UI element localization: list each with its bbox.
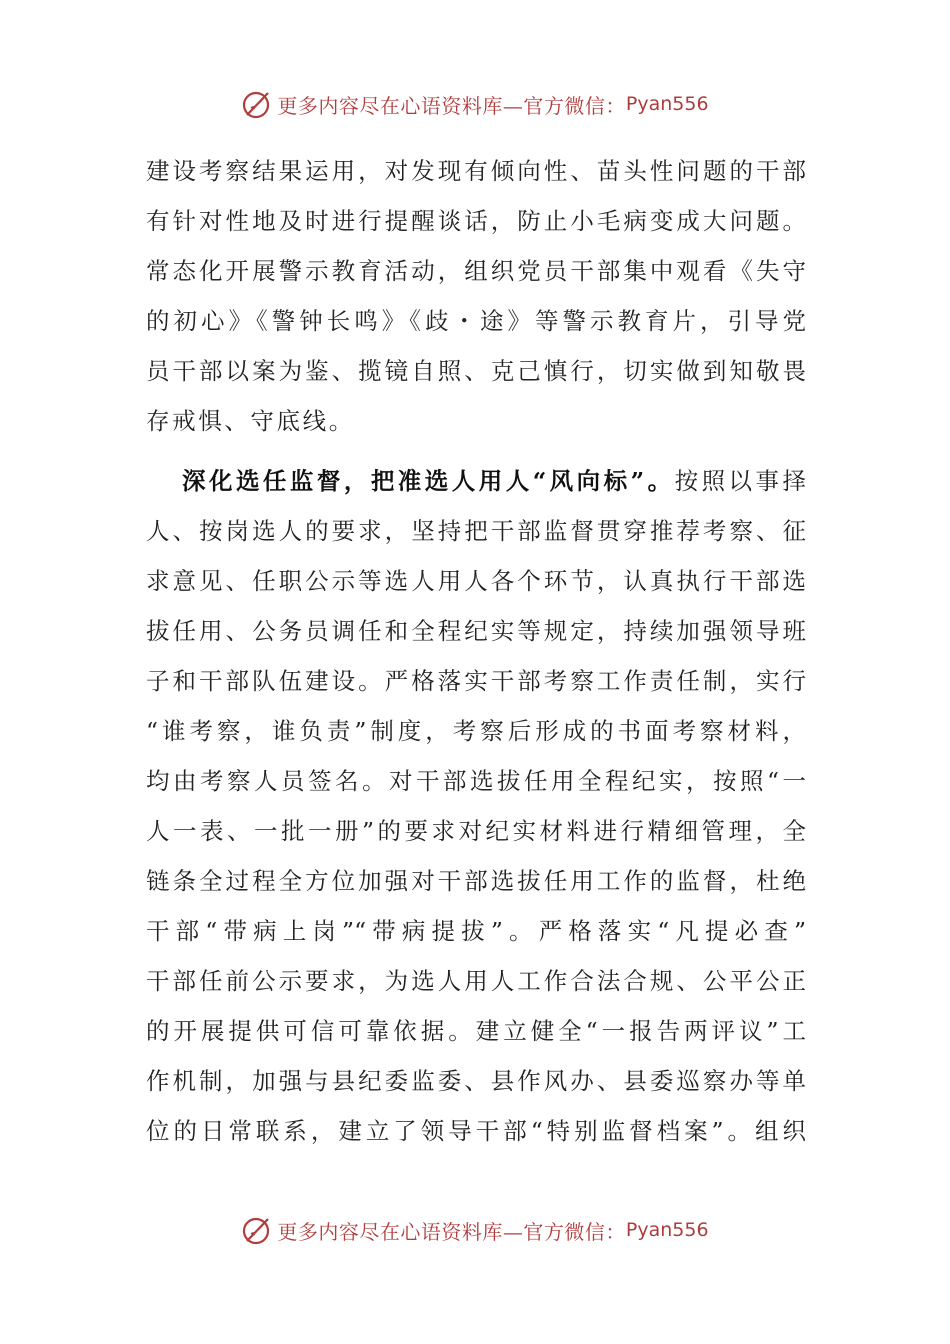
text-line: 干部“带病上岗”“带病提拔”。严格落实“凡提必查” [146,917,806,945]
paragraph-2 [146,456,806,1156]
footer-banner [0,1210,950,1250]
footer-wechat-id: Pyan556 [625,1219,709,1241]
text-line: 求意见、任职公示等选人用人各个环节，认真执行干部选 [146,567,806,595]
quill-pen-logo-icon [241,88,273,120]
text-line: 人一表、一批一册”的要求对纪实材料进行精细管理，全 [146,817,806,845]
text-line: 干部任前公示要求，为选人用人工作合法合规、公平公正 [146,967,806,995]
header-banner-text: 更多内容尽在心语资料库—官方微信： [277,93,626,118]
paragraph-1 [146,146,806,446]
text-line: 存戒惧、守底线。 [146,407,355,435]
quill-pen-logo-icon [241,1214,273,1246]
text-run: 按照以事择 [674,467,806,495]
document-body [146,146,806,1156]
text-line: 位的日常联系，建立了领导干部“特别监督档案”。组织 [146,1117,806,1145]
text-line: 常态化开展警示教育活动，组织党员干部集中观看《失守 [146,257,806,285]
text-line: 作机制，加强与县纪委监委、县作风办、县委巡察办等单 [146,1067,806,1095]
text-line: 的初心》《警钟长鸣》《歧・途》等警示教育片，引导党 [146,307,806,335]
header-wechat-id: Pyan556 [625,93,709,115]
text-line: 拔任用、公务员调任和全程纪实等规定，持续加强领导班 [146,617,806,645]
text-line: 人、按岗选人的要求，坚持把干部监督贯穿推荐考察、征 [146,517,806,545]
header-banner [0,84,950,124]
footer-banner-text: 更多内容尽在心语资料库—官方微信： [277,1219,626,1244]
text-line: 子和干部队伍建设。严格落实干部考察工作责任制，实行 [146,667,806,695]
text-line: 均由考察人员签名。对干部选拔任用全程纪实，按照“一 [146,767,806,795]
text-line: 有针对性地及时进行提醒谈话，防止小毛病变成大问题。 [146,207,806,235]
paragraph-2-first-line [146,456,806,506]
text-line: 链条全过程全方位加强对干部选拔任用工作的监督，杜绝 [146,867,806,895]
text-line: “谁考察，谁负责”制度，考察后形成的书面考察材料， [146,717,806,745]
text-line: 的开展提供可信可靠依据。建立健全“一报告两评议”工 [146,1017,806,1045]
section-heading: 深化选任监督，把准选人用人“风向标”。 [182,467,675,495]
text-line: 员干部以案为鉴、揽镜自照、克己慎行，切实做到知敬畏 [146,357,806,385]
text-line: 建设考察结果运用，对发现有倾向性、苗头性问题的干部 [146,157,806,185]
